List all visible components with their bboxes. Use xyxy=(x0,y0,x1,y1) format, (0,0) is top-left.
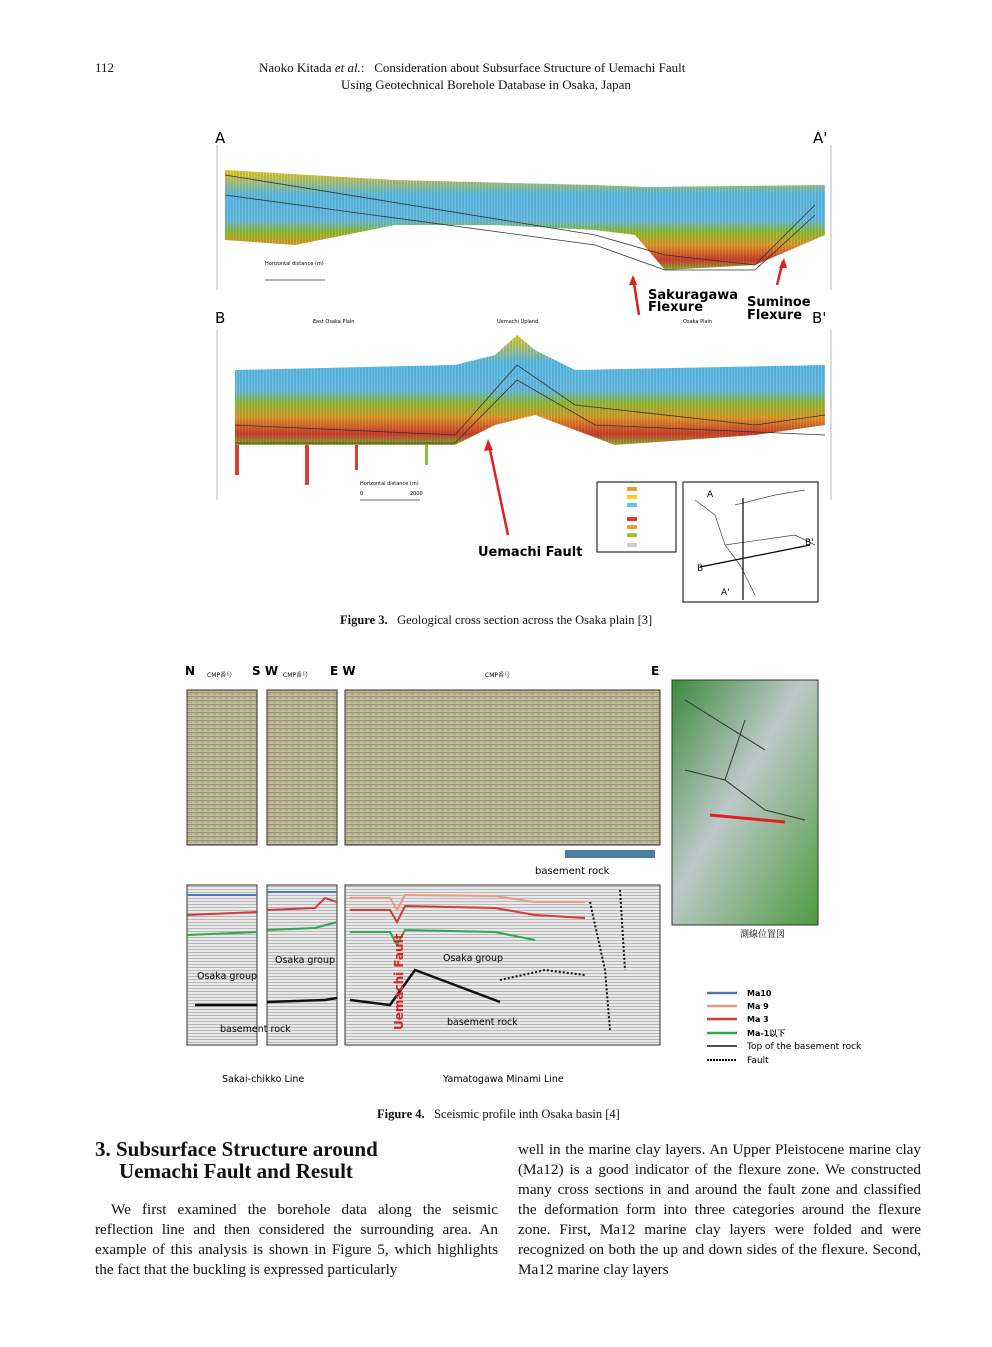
figure4-caption xyxy=(377,1107,620,1122)
scale-end: 2000 xyxy=(410,491,423,497)
seismic-location-map xyxy=(672,680,818,925)
suminoe-label-1: Suminoe xyxy=(747,295,811,310)
heading-line1: 3. Subsurface Structure around xyxy=(95,1137,378,1161)
basement-rock-label-2: basement rock xyxy=(447,1017,518,1028)
map-label-a: A xyxy=(707,490,714,500)
legend-ma10: Ma10 xyxy=(747,989,772,998)
map-label-b: B xyxy=(697,564,704,574)
colon: : xyxy=(360,60,365,75)
cmp-label-3: CMP番号 xyxy=(485,672,510,679)
figure4-label: Figure 4. xyxy=(377,1107,425,1121)
figure4-caption-text: Sceismic profile inth Osaka basin [4] xyxy=(434,1107,620,1121)
legend-ma3: Ma 3 xyxy=(747,1015,769,1024)
suminoe-label-2: Flexure xyxy=(747,308,803,323)
uemachi-upland-label: Uemachi Upland xyxy=(497,319,539,325)
scale-zero: 0 xyxy=(360,491,364,497)
authors: Naoko Kitada xyxy=(259,60,332,75)
section-a-start: A xyxy=(215,129,226,147)
figure3-label: Figure 3. xyxy=(340,613,388,627)
right-column xyxy=(518,1140,921,1280)
seismic-panel-3 xyxy=(345,690,660,845)
osaka-plain-label: Osaka Plain xyxy=(683,319,713,325)
map-label-b2: B' xyxy=(805,538,814,548)
left-paragraph: We first examined the borehole data along the seismic reflection line and then considered the surrounding area. An example of this analysis is shown in Figure 5, which highlights the fact that the buckling is expressed particularly xyxy=(95,1201,498,1278)
osaka-group-label-3: Osaka group xyxy=(443,953,504,964)
uemachi-fault-label: Uemachi Fault xyxy=(478,545,583,560)
section-b-end: B' xyxy=(812,309,827,327)
figure4-seismic-profile xyxy=(165,640,875,1095)
section-a-end: A' xyxy=(813,129,828,147)
osaka-group-label-2: Osaka group xyxy=(275,955,336,966)
interpreted-panel-1 xyxy=(187,885,257,1045)
seismic-panel-2 xyxy=(267,690,337,845)
figure3-location-map xyxy=(683,482,818,602)
running-title-line1 xyxy=(259,60,685,76)
heading-line2: Uemachi Fault and Result xyxy=(119,1159,353,1183)
figure4-legend xyxy=(707,989,862,1066)
right-paragraph: well in the marine clay layers. An Upper Pleistocene marine clay (Ma12) is a good indicator of the flexure zone. We constructed many cross sections in and around the fault zone and classified the deformation form into three categories around the flexure zone. First, Ma12 marine clay layers were folded and were recognized on both the up and down sides of the flexure. Second, Ma12 marine clay layers xyxy=(518,1141,921,1278)
basement-rock-top-label: basement rock xyxy=(535,866,610,877)
direction-sw: S W xyxy=(252,664,279,678)
sakuragawa-label-2: Flexure xyxy=(648,300,704,315)
legend-ma9: Ma 9 xyxy=(747,1002,769,1011)
figure3-caption-text: Geological cross section across the Osaka plain [3] xyxy=(397,613,653,627)
figure3-cross-section xyxy=(195,125,865,607)
color-scale xyxy=(565,850,655,858)
osaka-group-label-1: Osaka group xyxy=(197,971,258,982)
yamatogawa-minami-line-label: Yamatogawa Minami Line xyxy=(443,1074,564,1085)
sakuragawa-label-1: Sakuragawa xyxy=(648,288,739,303)
cmp-label-2: CMP番号 xyxy=(283,672,308,679)
basement-rock-label-1: basement rock xyxy=(220,1024,291,1035)
east-osaka-plain-label: East Osaka Plain xyxy=(313,319,355,325)
horizontal-distance-b: Horizontal distance (m) xyxy=(360,481,419,487)
section-b-start: B xyxy=(215,309,226,327)
figure3-caption xyxy=(340,613,652,628)
direction-e: E xyxy=(651,664,660,678)
direction-ew: E W xyxy=(330,664,356,678)
map-label-a2: A' xyxy=(721,588,730,598)
left-column xyxy=(95,1200,498,1280)
sakai-chikko-line-label: Sakai-chikko Line xyxy=(222,1074,305,1085)
legend-basement-top: Top of the basement rock xyxy=(747,1042,862,1052)
direction-n: N xyxy=(185,664,196,678)
uemachi-fault-vertical-label: Uemachi Fault xyxy=(392,933,406,1030)
title-line1: Consideration about Subsurface Structure of Uemachi Fault xyxy=(374,60,686,75)
horizontal-distance-a: Horizontal distance (m) xyxy=(265,261,324,267)
uemachi-arrow xyxy=(489,445,508,535)
seismic-panel-1 xyxy=(187,690,257,845)
legend-ma-1: Ma-1以下 xyxy=(747,1029,786,1038)
legend-fault: Fault xyxy=(747,1056,769,1066)
map-caption: 測線位置図 xyxy=(740,930,786,940)
cmp-label-1: CMP番号 xyxy=(207,672,232,679)
title-line2: Using Geotechnical Borehole Database in Osaka, Japan xyxy=(341,77,631,92)
et-al: et al. xyxy=(334,60,361,75)
section-heading xyxy=(95,1138,378,1182)
page-number: 112 xyxy=(95,60,115,75)
